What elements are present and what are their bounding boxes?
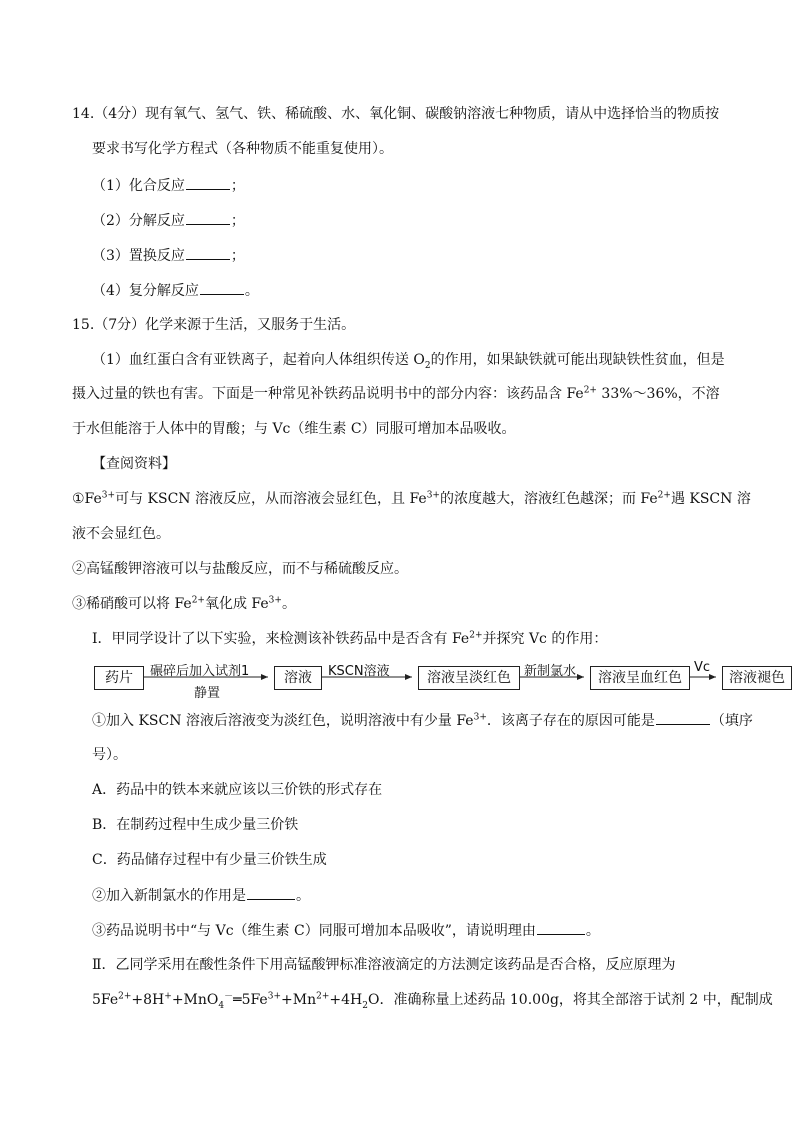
q14-item-1: （1）化合反应 ； [92,175,245,196]
q15-paragraph-line1: （1）血红蛋白含有亚铁离子，起着向人体组织传送 $O_2$的作用，如果缺铁就可能出现缺铁性贫血，但是 [92,352,725,371]
answer-blank[interactable] [186,175,230,190]
answer-blank[interactable] [186,245,230,260]
reaction-equation: $5Fe^{2+}+8H^++MnO_4^-═5Fe^{3+}+Mn^{2+}+4H_2O$．准确称量上述药品 10.00g，将其全部溶于试剂 2 中，配制成 [92,991,773,1011]
reference-2: ②高锰酸钾溶液可以与盐酸反应，而不与稀硫酸反应。 [72,561,408,577]
sub-question-3: ③药品说明书中“与 Vc（维生素 C）同服可增加本品吸收”，请说明理由 。 [92,920,600,941]
flow-box-tablet: 药片 [94,666,144,690]
q14-line2: 要求书写化学方程式（各种物质不能重复使用）。 [92,141,393,157]
sub-question-2: ②加入新制氯水的作用是 。 [92,885,310,906]
sub-question-1-line2: 号）。 [92,747,127,763]
answer-blank[interactable] [200,280,244,295]
flow-box-solution: 溶液 [274,666,322,690]
reference-1: $①Fe^{3+}$可与 KSCN 溶液反应，从而溶液会显红色，且 $Fe^{3+}$的浓度越大，溶液红色越深；而 $Fe^{2+}$遇 KSCN 溶 [72,490,751,507]
q15-header: 15.（7分）化学来源于生活，又服务于生活。 [72,317,356,333]
sub-question-1: ①加入 KSCN 溶液后溶液变为淡红色，说明溶液中有少量 $Fe^{3+}$．该离子存在的原因可能是 （填序 [92,710,753,731]
part1-intro: Ⅰ．甲同学设计了以下实验，来检测该补铁药品中是否含有 $Fe^{2+}$并探究 Vc 的作用： [92,630,608,647]
q15-paragraph-line3: 于水但能溶于人体中的胃酸；与 Vc（维生素 C）同服可增加本品吸收。 [72,421,516,437]
flow-arrow-4-label: Vc [694,660,711,675]
flow-arrow-1-bottom-label: 静置 [194,686,221,701]
experiment-flow-diagram [94,660,794,701]
answer-blank[interactable] [247,885,295,900]
reference-1-line2: 液不会显红色。 [72,526,170,542]
answer-blank[interactable] [186,210,230,225]
q15-paragraph-line2: 摄入过量的铁也有害。下面是一种常见补铁药品说明书中的部分内容：该药品含 $Fe^{2+}$ 33%～36%，不溶 [72,385,720,402]
answer-blank[interactable] [537,920,585,935]
answer-blank[interactable] [656,710,710,725]
flow-box-faded: 溶液褪色 [722,666,792,690]
reference-title: 【查阅资料】 [92,456,176,472]
flow-arrow-1-top-label: 碾碎后加入试剂1 [150,664,250,679]
flow-arrow-2-label: KSCN溶液 [328,664,390,679]
part2-intro: Ⅱ．乙同学采用在酸性条件下用高锰酸钾标准溶液滴定的方法测定该药品是否合格，反应原理为 [92,957,676,973]
q14-item-3: （3）置换反应 ； [92,245,245,266]
flow-box-light-red: 溶液呈淡红色 [418,666,520,690]
option-c: C．药品储存过程中有少量三价铁生成 [92,852,327,868]
option-a: A．药品中的铁本来就应该以三价铁的形式存在 [92,782,383,798]
option-b: B．在制药过程中生成少量三价铁 [92,817,299,833]
flow-arrow-3-label: 新制氯水 [524,664,577,679]
q14-item-2: （2）分解反应 ； [92,210,245,231]
reference-3: ③稀硝酸可以将 $Fe^{2+}$氧化成 $Fe^{3+}$。 [72,595,296,612]
flow-box-blood-red: 溶液呈血红色 [590,666,690,690]
q14-line1: 14.（4分）现有氧气、氢气、铁、稀硫酸、水、氧化铜、碳酸钠溶液七种物质，请从中选择恰当的物质按 [72,106,720,122]
q14-item-4: （4）复分解反应 。 [92,280,259,301]
